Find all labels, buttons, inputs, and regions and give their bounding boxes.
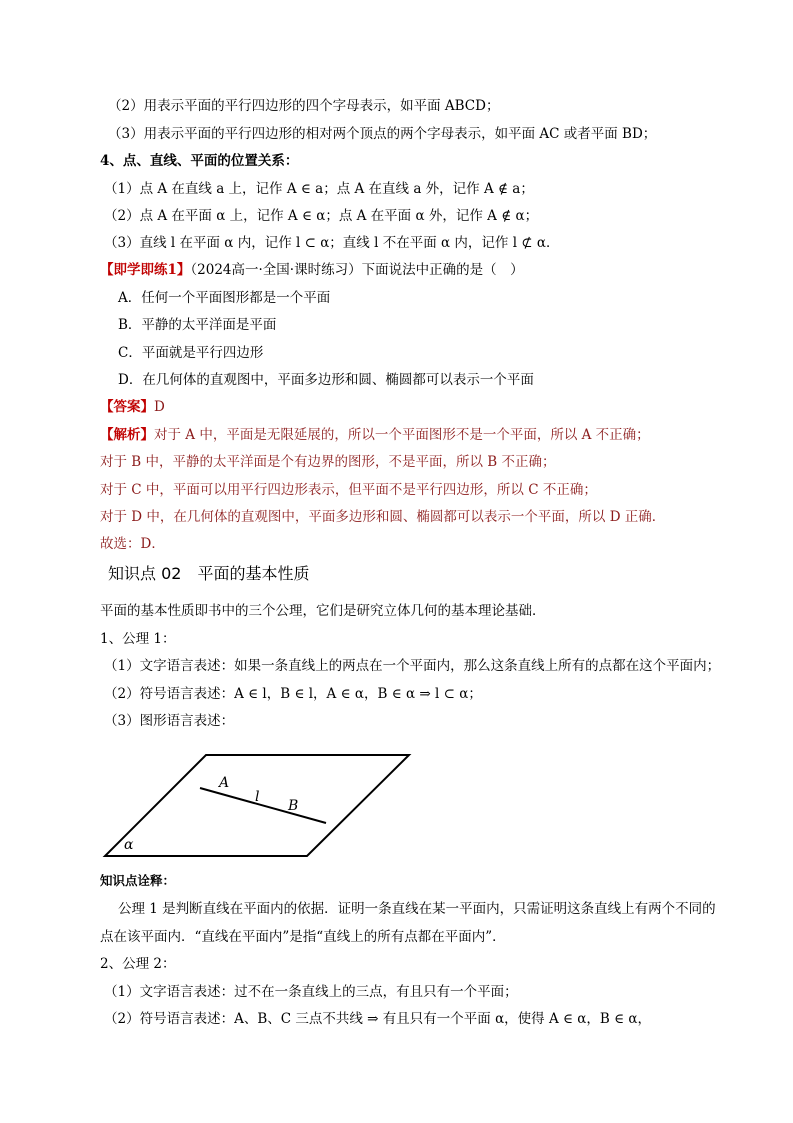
text-line: （2）用表示平面的平行四边形的四个字母表示，如平面 ABCD；	[108, 98, 500, 114]
analysis-line: 故选：D．	[100, 536, 165, 552]
answer-value: D	[154, 399, 165, 415]
answer-line	[100, 398, 165, 416]
text-line: （1）点 A 在直线 a 上，记作 A ∈ a；点 A 在直线 a 外，记作 A ∉ a；	[104, 181, 534, 197]
text-line: （1）文字语言表述：如果一条直线上的两点在一个平面内，那么这条直线上所有的点都在这个平面内；	[104, 658, 721, 674]
text-line: （3）图形语言表述：	[104, 713, 235, 729]
plane-parallelogram	[105, 755, 409, 856]
answer-tag: 【答案】	[100, 399, 154, 415]
option-b: B．平静的太平洋面是平面	[118, 317, 277, 333]
text-line: 2、公理 2：	[100, 956, 176, 972]
option-c: C．平面就是平行四边形	[118, 345, 264, 361]
analysis-tag: 【解析】	[100, 427, 154, 443]
plane-diagram	[98, 748, 418, 866]
analysis-line: 对于 C 中，平面可以用平行四边形表示，但平面不是平行四边形，所以 C 不正确；	[100, 482, 597, 498]
label-b: B	[288, 798, 299, 814]
exercise-question: （2024高一·全国·课时练习）下面说法中正确的是（ ）	[190, 262, 524, 278]
text-line: （1）文字语言表述：过不在一条直线上的三点，有且只有一个平面；	[104, 984, 518, 1000]
text-line: （3）用表示平面的平行四边形的相对两个顶点的两个字母表示，如平面 AC 或者平面 BD；	[108, 126, 657, 142]
exercise-tag: 【即学即练1】	[100, 262, 191, 278]
label-l: l	[255, 789, 260, 805]
section-title: 知识点 02 平面的基本性质	[108, 564, 310, 583]
text-line: （2）符号语言表述：A、B、C 三点不共线 ⇒ 有且只有一个平面 α，使得 A ∈ α，B ∈ α，	[104, 1011, 652, 1027]
notes-title: 知识点诠释：	[100, 873, 176, 888]
subheading: 4、点、直线、平面的位置关系：	[100, 153, 299, 169]
text-line: （2）点 A 在平面 α 上，记作 A ∈ α；点 A 在平面 α 外，记作 A ∉ α；	[104, 208, 539, 224]
text-line: 平面的基本性质即书中的三个公理，它们是研究立体几何的基本理论基础．	[100, 603, 546, 619]
text-line: （3）直线 l 在平面 α 内，记作 l ⊂ α；直线 l 不在平面 α 内，记作 l ⊄ α．	[104, 235, 560, 251]
analysis-line	[100, 426, 650, 444]
exercise-header	[100, 261, 524, 279]
notes-paragraph: 点在该平面内．“直线在平面内”是指“直线上的所有点都在平面内”．	[100, 929, 506, 945]
analysis-line: 对于 B 中，平静的太平洋面是个有边界的图形，不是平面，所以 B 不正确；	[100, 454, 556, 470]
label-a: A	[219, 775, 230, 791]
text-line: 1、公理 1：	[100, 631, 176, 647]
notes-paragraph: 公理 1 是判断直线在平面内的依据．证明一条直线在某一平面内，只需证明这条直线上有两个不同的	[118, 901, 716, 917]
analysis-line: 对于 D 中，在几何体的直观图中，平面多边形和圆、椭圆都可以表示一个平面，所以 D 正确．	[100, 509, 666, 525]
line-l	[200, 788, 326, 823]
option-d: D．在几何体的直观图中，平面多边形和圆、椭圆都可以表示一个平面	[118, 372, 534, 388]
option-a: A．任何一个平面图形都是一个平面	[118, 290, 331, 306]
text-line: （2）符号语言表述：A ∈ l，B ∈ l，A ∈ α，B ∈ α ⇒ l ⊂ α；	[104, 686, 482, 702]
label-alpha: α	[124, 837, 134, 853]
analysis-text: 对于 A 中，平面是无限延展的，所以一个平面图形不是一个平面，所以 A 不正确；	[154, 427, 650, 443]
